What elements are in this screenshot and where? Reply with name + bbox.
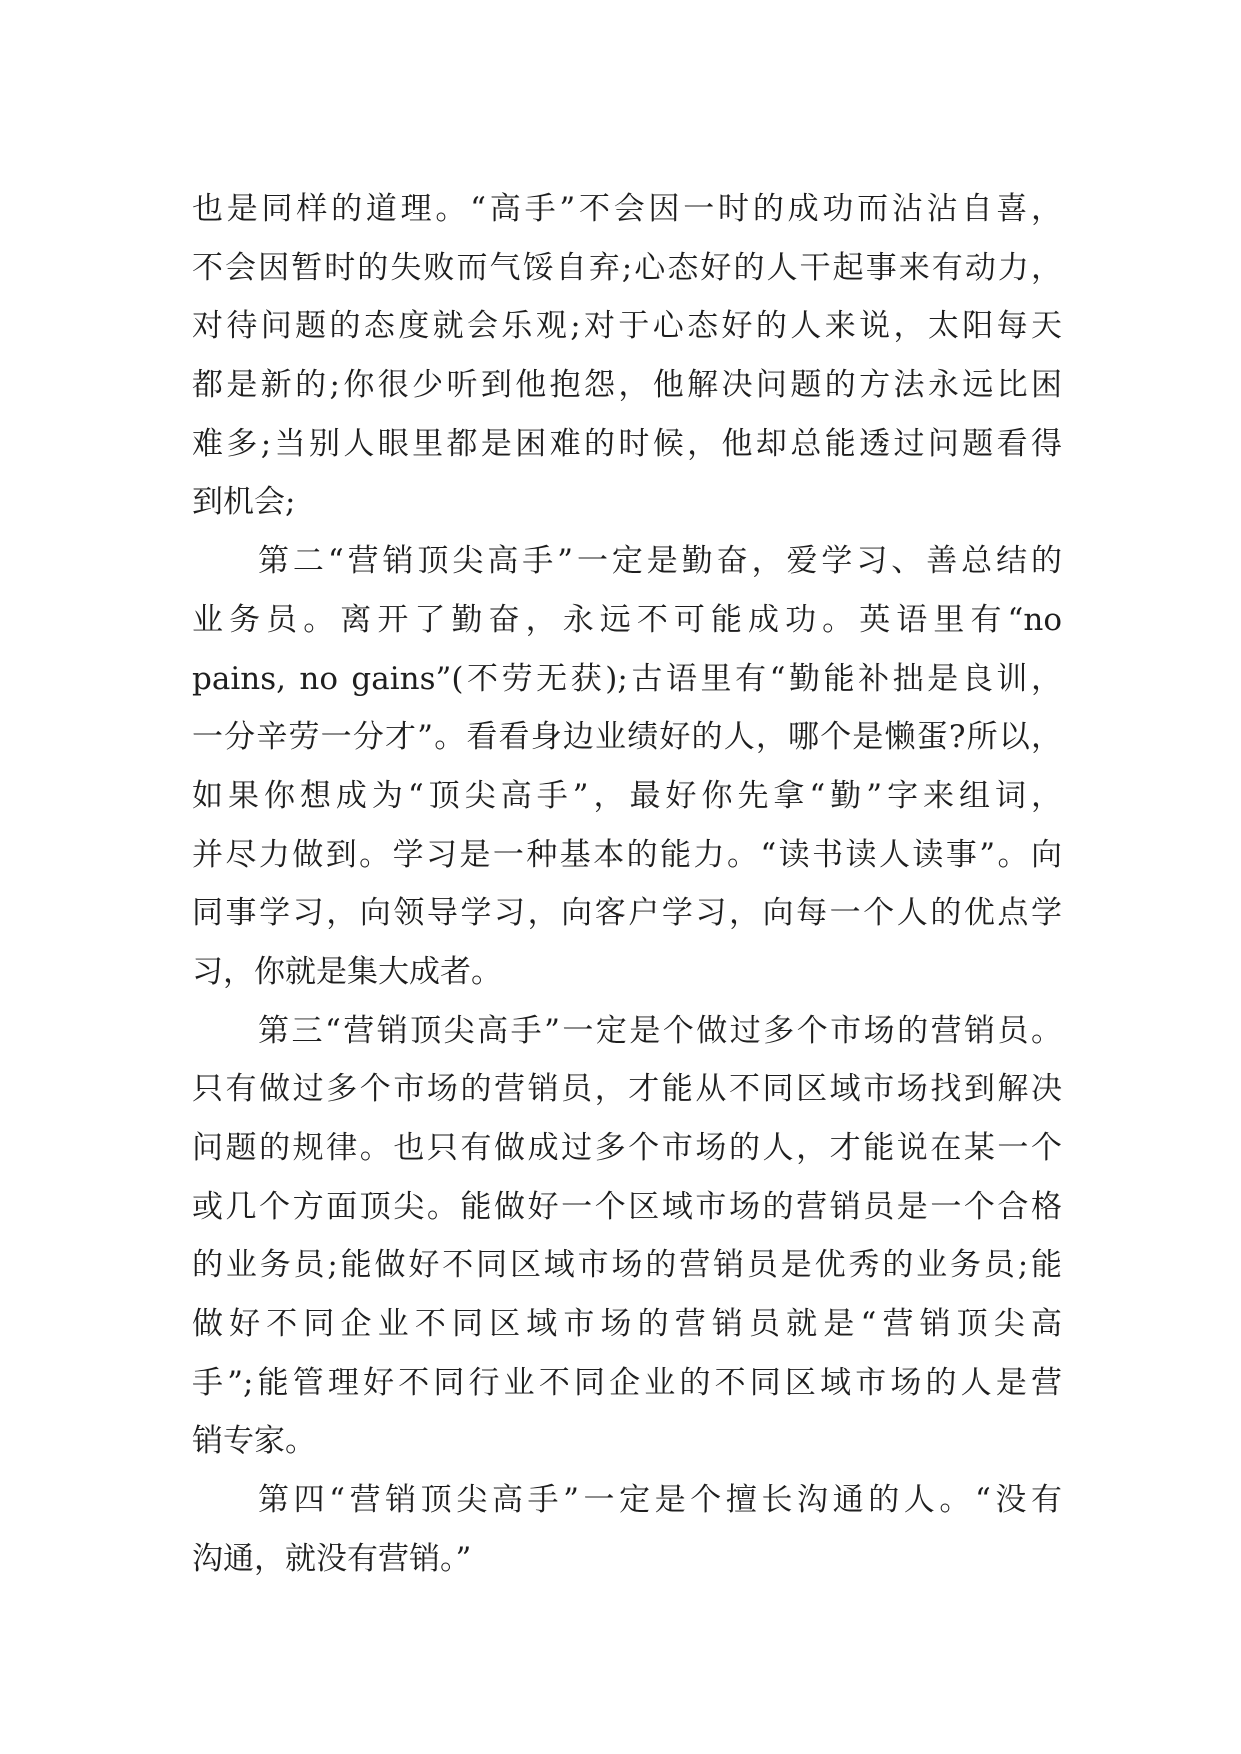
- text-line: 不会因暂时的失败而气馁自弃;心态好的人干起事来有动力，: [192, 249, 1062, 286]
- text-line: 只有做过多个市场的营销员，才能从不同区域市场找到解决: [192, 1071, 1062, 1108]
- text-line: pains, no gains”(不劳无获);古语里有“勤能补拙是良训，: [192, 660, 1062, 697]
- paragraph: [192, 1002, 1062, 1472]
- text-line: 第二“营销顶尖高手”一定是勤奋，爱学习、善总结的: [258, 543, 1062, 580]
- text-line: 第四“营销顶尖高手”一定是个擅长沟通的人。“没有: [258, 1482, 1062, 1519]
- text-line: 并尽力做到。学习是一种基本的能力。“读书读人读事”。向: [192, 836, 1062, 873]
- document-body: [192, 180, 1062, 1589]
- text-line: 手”;能管理好不同行业不同企业的不同区域市场的人是营: [192, 1364, 1062, 1401]
- text-line: 都是新的;你很少听到他抱怨，他解决问题的方法永远比困: [192, 367, 1062, 404]
- text-line: 对待问题的态度就会乐观;对于心态好的人来说，太阳每天: [192, 308, 1062, 345]
- text-line: 习，你就是集大成者。: [192, 953, 502, 990]
- paragraph: [192, 532, 1062, 1002]
- text-line: 第三“营销顶尖高手”一定是个做过多个市场的营销员。: [258, 1012, 1062, 1049]
- paragraph: [192, 180, 1062, 532]
- text-line: 做好不同企业不同区域市场的营销员就是“营销顶尖高: [192, 1306, 1062, 1343]
- text-line: 难多;当别人眼里都是困难的时候，他却总能透过问题看得: [192, 425, 1062, 462]
- text-line: 也是同样的道理。“高手”不会因一时的成功而沾沾自喜，: [192, 191, 1062, 227]
- text-line: 沟通，就没有营销。”: [192, 1540, 472, 1577]
- paragraph: [192, 1471, 1062, 1588]
- text-line: 的业务员;能做好不同区域市场的营销员是优秀的业务员;能: [192, 1247, 1062, 1284]
- text-line: 或几个方面顶尖。能做好一个区域市场的营销员是一个合格: [192, 1188, 1062, 1225]
- text-line: 业务员。离开了勤奋，永远不可能成功。英语里有“no: [192, 601, 1062, 638]
- text-line: 到机会;: [192, 484, 296, 521]
- text-line: 销专家。: [192, 1423, 316, 1460]
- text-line: 一分辛劳一分才”。看看身边业绩好的人，哪个是懒蛋?所以，: [192, 719, 1062, 756]
- text-line: 同事学习，向领导学习，向客户学习，向每一个人的优点学: [192, 895, 1062, 932]
- text-line: 问题的规律。也只有做成过多个市场的人，才能说在某一个: [192, 1130, 1062, 1166]
- text-line: 如果你想成为“顶尖高手”，最好你先拿“勤”字来组词，: [192, 777, 1062, 814]
